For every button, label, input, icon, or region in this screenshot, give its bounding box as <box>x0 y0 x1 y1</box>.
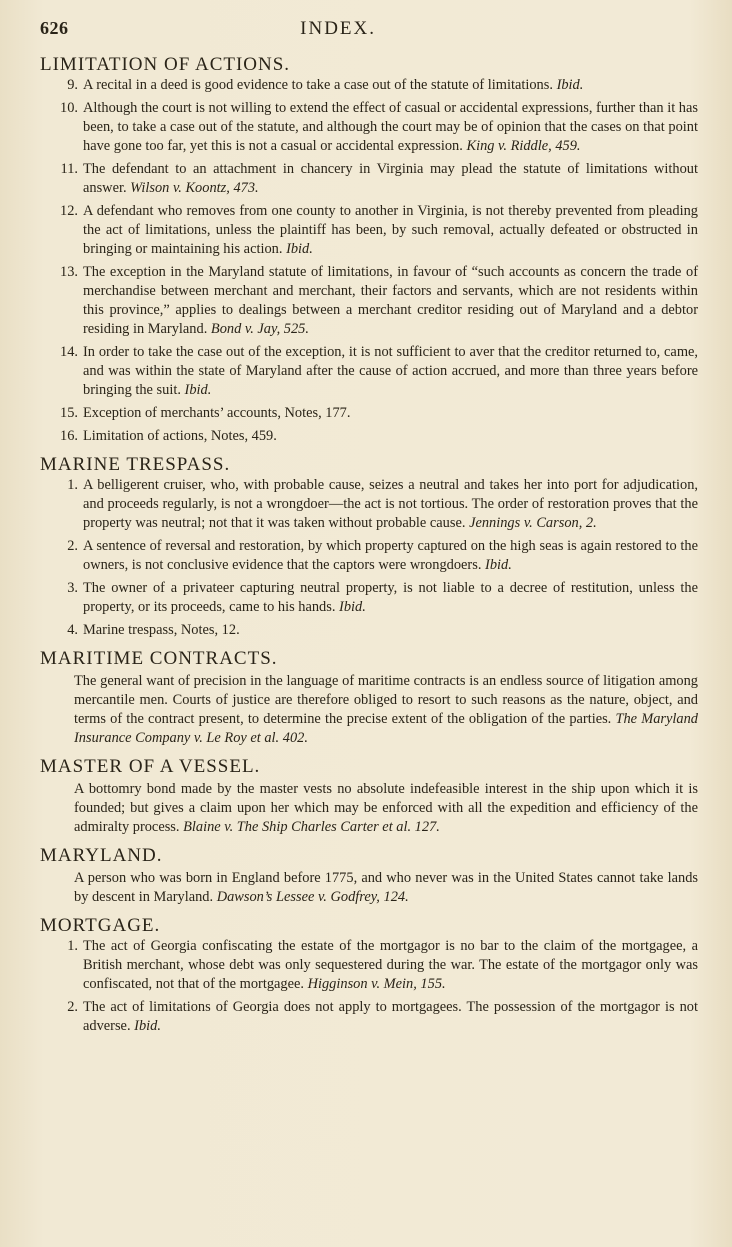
entry-number: 16. <box>60 428 78 444</box>
entry-text: A recital in a deed is good evidence to take a case out of the statute of limitations. <box>83 77 553 93</box>
entry-text: Marine trespass, Notes, 12. <box>83 622 240 638</box>
entry-citation: Wilson v. Koontz, 473. <box>130 180 259 196</box>
entry-citation: Jennings v. Carson, 2. <box>469 515 597 531</box>
section-heading: LIMITATION OF ACTIONS. <box>40 54 291 75</box>
index-entry <box>40 621 698 640</box>
section-heading: MARINE TRESPASS. <box>40 454 231 475</box>
section-mortgage <box>40 915 698 1036</box>
section-limitation-of-actions <box>40 54 698 446</box>
index-entry <box>40 537 698 575</box>
entry-number: 12. <box>60 203 78 219</box>
entry-paragraph <box>40 780 698 837</box>
entry-citation: Ibid. <box>485 557 512 573</box>
entry-citation: Blaine v. The Ship Charles Carter et al. 127. <box>183 819 440 835</box>
entry-text: The act of limitations of Georgia does not apply to mortgagees. The possession of the mortgagor is not adverse. <box>83 999 698 1034</box>
section-heading: MARYLAND. <box>40 845 163 866</box>
index-entry <box>40 476 698 533</box>
index-entry <box>40 99 698 156</box>
entry-number: 11. <box>60 161 78 177</box>
section-heading: MORTGAGE. <box>40 915 161 936</box>
entry-citation: Ibid. <box>286 241 313 257</box>
entry-text: A bottomry bond made by the master vests no absolute indefeasible interest in the ship upon which it is founded; but gives a claim upon her which may be enforced with all the expedition and efficiency of the admiralty process. <box>74 781 698 835</box>
section-marine-trespass <box>40 454 698 640</box>
entry-citation: The Maryland Insurance Company v. Le Roy et al. 402. <box>74 711 698 746</box>
running-title: INDEX. <box>300 18 376 39</box>
entry-citation: Bond v. Jay, 525. <box>210 321 309 337</box>
entry-text: Exception of merchants’ accounts, Notes, 177. <box>83 405 351 421</box>
section-heading: MARITIME CONTRACTS. <box>40 648 278 669</box>
entry-text: A belligerent cruiser, who, with probable cause, seizes a neutral and takes her into port for adjudication, and proceeds regularly, is not a wrongdoer—the act is not tortious. The order of restoration proves that the property was neutral; not that it was taken without probable cause. <box>83 477 698 531</box>
entry-number: 13. <box>60 264 78 280</box>
entry-text: The act of Georgia confiscating the estate of the mortgagor is no bar to the claim of the mortgagee, a British merchant, whose debt was only sequestered during the war. The estate of the mortgagor only was confiscated, not that of the mortgagee. <box>83 938 698 992</box>
entry-paragraph <box>40 869 698 907</box>
section-maryland <box>40 845 698 907</box>
index-entry <box>40 404 698 423</box>
entry-text: The defendant to an attachment in chancery in Virginia may plead the statute of limitations without answer. <box>83 161 698 196</box>
entry-number: 10. <box>60 100 78 116</box>
entry-citation: King v. Riddle, 459. <box>466 138 581 154</box>
entry-number: 1. <box>67 938 78 954</box>
running-head <box>40 18 698 52</box>
entry-text: The exception in the Maryland statute of limitations, in favour of “such accounts as concern the trade of merchandise between merchant and merchant, their factors and servants, which are not residents within this province,” applies to dealings between a merchant creditor residing out of Maryland and a debtor residing in Maryland. <box>83 264 698 337</box>
entry-number: 2. <box>67 999 78 1015</box>
index-entry <box>40 579 698 617</box>
index-entry <box>40 937 698 994</box>
entry-citation: Dawson’s Lessee v. Godfrey, 124. <box>216 889 409 905</box>
entry-text: A sentence of reversal and restoration, by which property captured on the high seas is again restored to the owners, is not conclusive evidence that the captors were wrongdoers. <box>83 538 698 573</box>
index-entry <box>40 343 698 400</box>
entry-citation: Ibid. <box>184 382 212 398</box>
index-entry <box>40 998 698 1036</box>
index-entry <box>40 202 698 259</box>
entry-number: 14. <box>60 344 78 360</box>
index-entry <box>40 263 698 339</box>
entry-text: A person who was born in England before 1775, and who never was in the United States cannot take lands by descent in Maryland. <box>74 870 698 905</box>
entry-number: 4. <box>67 622 78 638</box>
entry-number: 3. <box>67 580 78 596</box>
index-entry <box>40 427 698 446</box>
entry-text: Although the court is not willing to extend the effect of casual or accidental expressions, further than it has been, to take a case out of the statute, and although the court may be of opinion that the cases on that point have gone too far, yet this is not a casual or accidental expression. <box>83 100 698 154</box>
entry-number: 15. <box>60 405 78 421</box>
entry-text: Limitation of actions, Notes, 459. <box>83 428 277 444</box>
section-heading: MASTER OF A VESSEL. <box>40 756 261 777</box>
entry-text: A defendant who removes from one county to another in Virginia, is not thereby prevented from pleading the act of limitations, unless the plaintiff has been, by such removal, actually defeated or obstructed in bringing or maintaining his action. <box>83 203 698 257</box>
entry-list <box>40 476 698 640</box>
entry-text: In order to take the case out of the exception, it is not sufficient to aver that the creditor returned to, came, and was within the state of Maryland after the cause of action accrued, and more than three years before bringing the suit. <box>83 344 698 398</box>
entry-number: 1. <box>67 477 78 493</box>
entry-citation: Higginson v. Mein, 155. <box>307 976 446 992</box>
entry-citation: Ibid. <box>134 1018 161 1034</box>
entry-number: 9. <box>67 77 78 93</box>
section-master-of-a-vessel <box>40 756 698 837</box>
entry-list <box>40 937 698 1036</box>
entry-paragraph <box>40 672 698 748</box>
entry-text: The general want of precision in the language of maritime contracts is an endless source of litigation among mercantile men. Courts of justice are therefore obliged to resort to such reasons as the nature, object, and terms of the contract present, to determine the precise extent of the obligation of the parties. <box>74 673 698 727</box>
section-maritime-contracts <box>40 648 698 748</box>
entry-list <box>40 76 698 446</box>
entry-citation: Ibid. <box>339 599 366 615</box>
index-entry <box>40 76 698 95</box>
index-entry <box>40 160 698 198</box>
entry-citation: Ibid. <box>556 77 584 93</box>
entry-text: The owner of a privateer capturing neutral property, is not liable to a decree of restitution, unless the property, or its proceeds, came to his hands. <box>83 580 698 615</box>
entry-number: 2. <box>67 538 78 554</box>
page-number: 626 <box>40 18 69 38</box>
